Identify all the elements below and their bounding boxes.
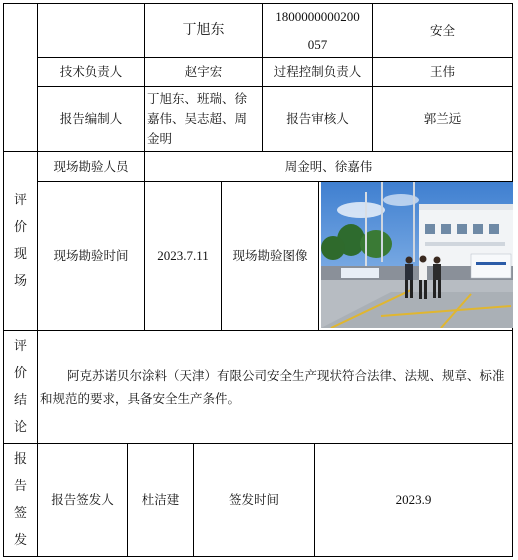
process-control-value: 王伟 — [429, 64, 455, 79]
site-evaluation-side-label — [4, 152, 37, 330]
evaluation-conclusion-text: 阿克苏诺贝尔涂料（天津）有限公司安全生产现状符合法律、法规、规章、标准和规范的要求，具备安全生产条件。 — [40, 368, 505, 406]
side-char: 告 — [13, 479, 27, 494]
site-inspection-time-label: 现场勘验时间 — [53, 248, 129, 263]
site-inspectors-value: 周金明、徐嘉伟 — [284, 158, 373, 174]
side-char: 现 — [13, 247, 27, 262]
report-compiler-label: 报告编制人 — [59, 111, 123, 126]
side-char: 价 — [13, 366, 27, 381]
compilers-line-2: 嘉伟、吴志超、周 — [147, 111, 248, 126]
side-char: 报 — [13, 452, 27, 467]
report-issuer-value: 杜洁建 — [141, 492, 180, 507]
phone-line-1: 1800000000200 — [275, 8, 360, 24]
process-control-label: 过程控制负责人 — [273, 64, 362, 79]
side-char: 评 — [13, 339, 27, 354]
phone-line-2: 057 — [307, 36, 328, 52]
report-issuer-label: 报告签发人 — [51, 492, 114, 507]
site-inspection-image-label: 现场勘验图像 — [232, 248, 308, 263]
row-divider — [3, 330, 513, 331]
side-char: 评 — [13, 193, 27, 208]
report-reviewer-label: 报告审核人 — [286, 111, 349, 126]
compilers-line-1: 丁旭东、班瑞、徐 — [147, 91, 248, 106]
tech-lead-value: 赵宇宏 — [184, 64, 223, 79]
side-char: 发 — [13, 533, 27, 548]
phone-cell — [263, 4, 372, 57]
site-inspection-time-value: 2023.7.11 — [157, 247, 209, 263]
tech-lead-label: 技术负责人 — [59, 64, 123, 79]
site-inspectors-label: 现场勘验人员 — [53, 158, 129, 174]
issuance-side-label — [4, 444, 37, 556]
name-cell: 丁旭东 — [182, 22, 225, 39]
col-divider — [318, 181, 319, 331]
role-cell: 安全 — [429, 22, 455, 38]
issue-time-label: 签发时间 — [228, 492, 279, 507]
side-char: 签 — [13, 506, 27, 521]
table-border-bottom — [3, 556, 513, 557]
report-reviewer-value: 郭兰远 — [423, 111, 462, 126]
issue-time-value: 2023.9 — [395, 491, 432, 507]
report-compilers-value — [147, 88, 260, 150]
conclusion-side-label — [4, 331, 37, 443]
side-char: 场 — [13, 274, 27, 289]
site-photo — [321, 182, 513, 328]
side-char: 价 — [13, 220, 27, 235]
side-char: 论 — [13, 420, 27, 435]
side-char: 结 — [13, 393, 27, 408]
compilers-line-3: 金明 — [147, 131, 173, 146]
